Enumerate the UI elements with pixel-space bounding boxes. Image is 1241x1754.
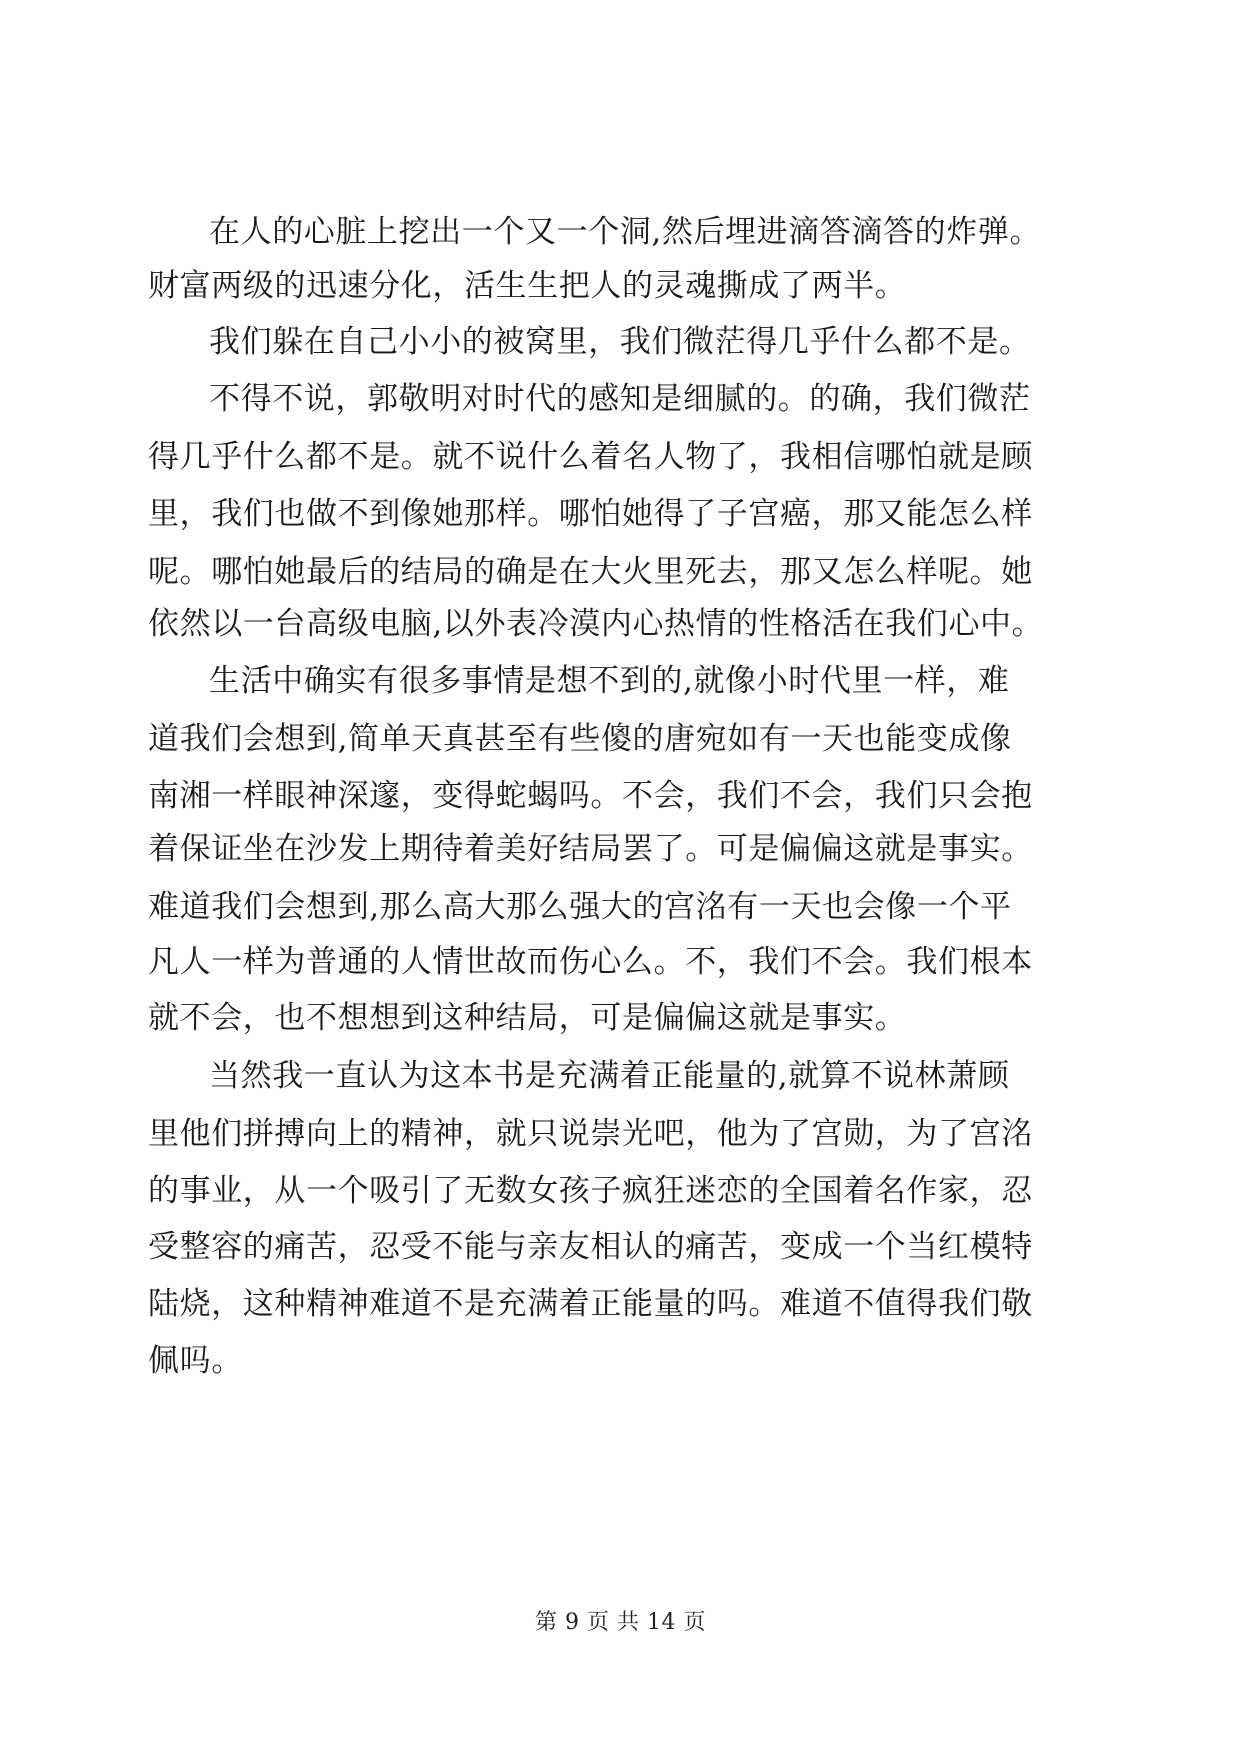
text-line: 得几乎什么都不是。就不说什么着名人物了，我相信哪怕就是顾 (148, 439, 1033, 475)
text-line: 佩吗。 (148, 1343, 243, 1379)
text-line: 呢。哪怕她最后的结局的确是在大火里死去，那又怎么样呢。她 (148, 554, 1033, 590)
text-line: 在人的心脏上挖出一个又一个洞,然后埋进滴答滴答的炸弹。 (209, 214, 1042, 250)
text-line: 的事业，从一个吸引了无数女孩子疯狂迷恋的全国着名作家，忍 (148, 1173, 1033, 1209)
text-line: 着保证坐在沙发上期待着美好结局罢了。可是偏偏这就是事实。 (148, 831, 1033, 867)
text-line: 陆烧，这种精神难道不是充满着正能量的吗。难道不值得我们敬 (148, 1286, 1033, 1322)
text-line: 我们躲在自己小小的被窝里，我们微茫得几乎什么都不是。 (209, 324, 1031, 360)
text-line: 受整容的痛苦，忍受不能与亲友相认的痛苦，变成一个当红模特 (148, 1229, 1033, 1265)
text-line: 道我们会想到,简单天真甚至有些傻的唐宛如有一天也能变成像 (148, 721, 1012, 757)
text-line: 依然以一台高级电脑,以外表冷漠内心热情的性格活在我们心中。 (148, 606, 1044, 642)
text-line: 难道我们会想到,那么高大那么强大的宫洺有一天也会像一个平 (148, 889, 1012, 925)
text-line: 生活中确实有很多事情是想不到的,就像小时代里一样，难 (209, 663, 1010, 699)
text-line: 财富两级的迅速分化，活生生把人的灵魂撕成了两半。 (148, 268, 907, 304)
text-line: 就不会，也不想想到这种结局，可是偏偏这就是事实。 (148, 1000, 907, 1036)
text-line: 里他们拼搏向上的精神，就只说崇光吧，他为了宫勋，为了宫洺 (148, 1116, 1033, 1152)
text-line: 不得不说，郭敬明对时代的感知是细腻的。的确，我们微茫 (209, 381, 1031, 417)
page-number-footer: 第 9 页 共 14 页 (535, 1610, 706, 1635)
text-line: 南湘一样眼神深邃，变得蛇蝎吗。不会，我们不会，我们只会抱 (148, 778, 1033, 814)
text-line: 凡人一样为普通的人情世故而伤心么。不，我们不会。我们根本 (148, 944, 1033, 980)
text-line: 里，我们也做不到像她那样。哪怕她得了子宫癌，那又能怎么样 (148, 496, 1033, 532)
text-line: 当然我一直认为这本书是充满着正能量的,就算不说林萧顾 (209, 1058, 1010, 1094)
